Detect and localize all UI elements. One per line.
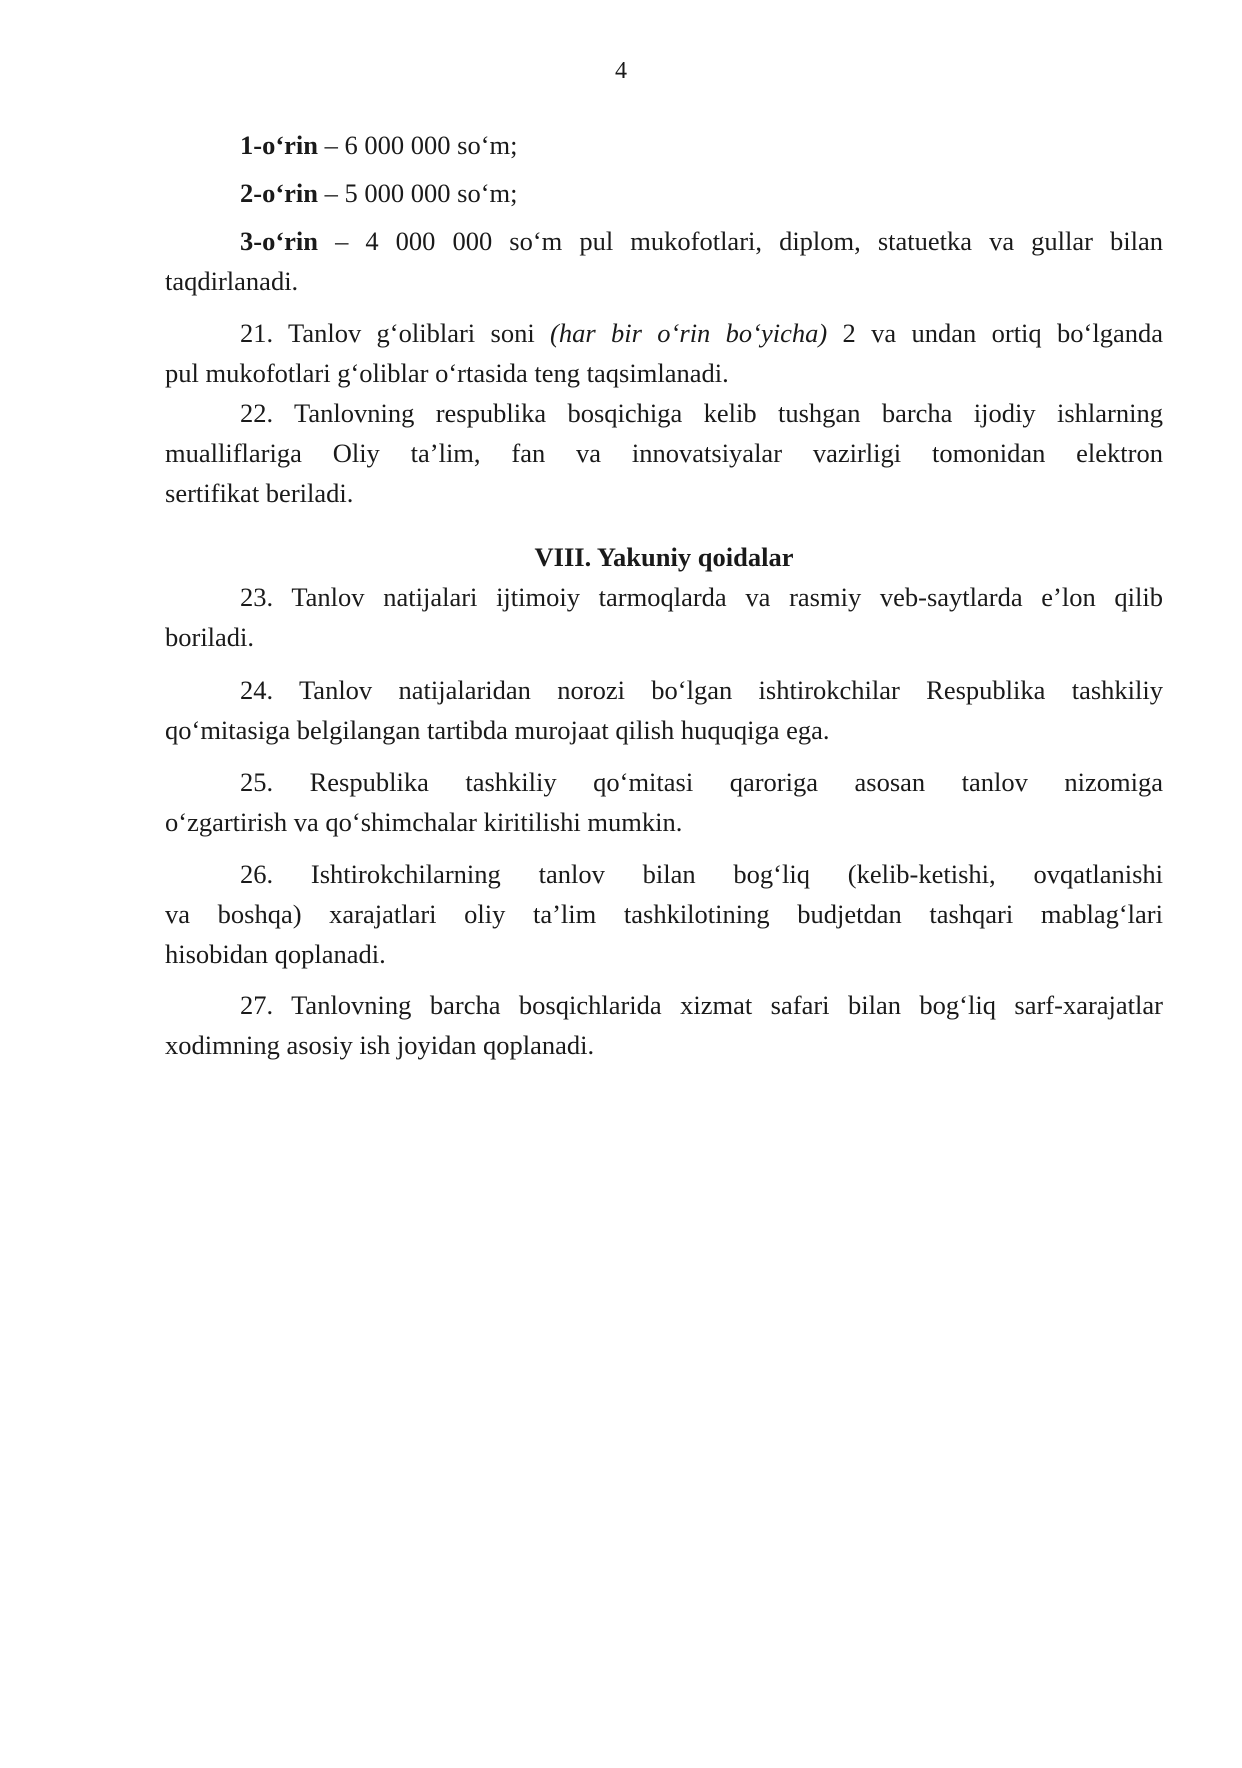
paragraph-26-line: hisobidan qoplanadi. [165,939,386,969]
text-span: 2 va undan ortiq bo‘lganda [827,318,1163,348]
paragraph-26-line: 26. Ishtirokchilarning tanlov bilan bog‘liq (kelib-ketishi, ovqatlanishi [240,859,1163,889]
prize-text: – 6 000 000 so‘m; [318,130,518,160]
prize-text: – 4 000 000 so‘m pul mukofotlari, diplom, statuetka va gullar bilan [318,226,1163,256]
italic-span: (har bir o‘rin bo‘yicha) [550,318,828,348]
paragraph-21-line [165,318,1163,348]
paragraph-22-line: 22. Tanlovning respublika bosqichiga kelib tushgan barcha ijodiy ishlarning [240,398,1163,428]
prize-label: 2-o‘rin [240,178,319,208]
prize-label: 3-o‘rin [240,226,319,256]
paragraph-23-line: 23. Tanlov natijalari ijtimoiy tarmoqlarda va rasmiy veb-saytlarda e’lon qilib [240,582,1163,612]
prize-text: – 5 000 000 so‘m; [318,178,518,208]
page-number: 4 [615,58,627,84]
paragraph-27-line: xodimning asosiy ish joyidan qoplanadi. [165,1030,595,1060]
paragraph-22-line: sertifikat beriladi. [165,478,354,508]
paragraph-24-line: 24. Tanlov natijalaridan norozi bo‘lgan ishtirokchilar Respublika tashkiliy [240,675,1163,705]
section-heading: VIII. Yakuniy qoidalar [534,542,794,572]
prize-label: 1-o‘rin [240,130,319,160]
paragraph-25-line: o‘zgartirish va qo‘shimchalar kiritilishi mumkin. [165,807,683,837]
prize-3-continuation: taqdirlanadi. [165,266,299,296]
paragraph-27-line: 27. Tanlovning barcha bosqichlarida xizmat safari bilan bog‘liq sarf-xarajatlar [240,990,1163,1020]
prize-1 [165,130,1163,160]
paragraph-22-line: mualliflariga Oliy ta’lim, fan va innovatsiyalar vazirligi tomonidan elektron [165,438,1163,468]
paragraph-23-line: boriladi. [165,622,255,652]
prize-2 [165,178,1163,208]
text-span: 21. Tanlov g‘oliblari soni [240,318,551,348]
paragraph-24-line: qo‘mitasiga belgilangan tartibda murojaat qilish huquqiga ega. [165,715,830,745]
paragraph-25-line: 25. Respublika tashkiliy qo‘mitasi qaroriga asosan tanlov nizomiga [240,767,1163,797]
paragraph-26-line: va boshqa) xarajatlari oliy ta’lim tashkilotining budjetdan tashqari mablag‘lari [165,899,1163,929]
paragraph-21-line: pul mukofotlari g‘oliblar o‘rtasida teng taqsimlanadi. [165,358,729,388]
prize-3 [165,226,1163,256]
